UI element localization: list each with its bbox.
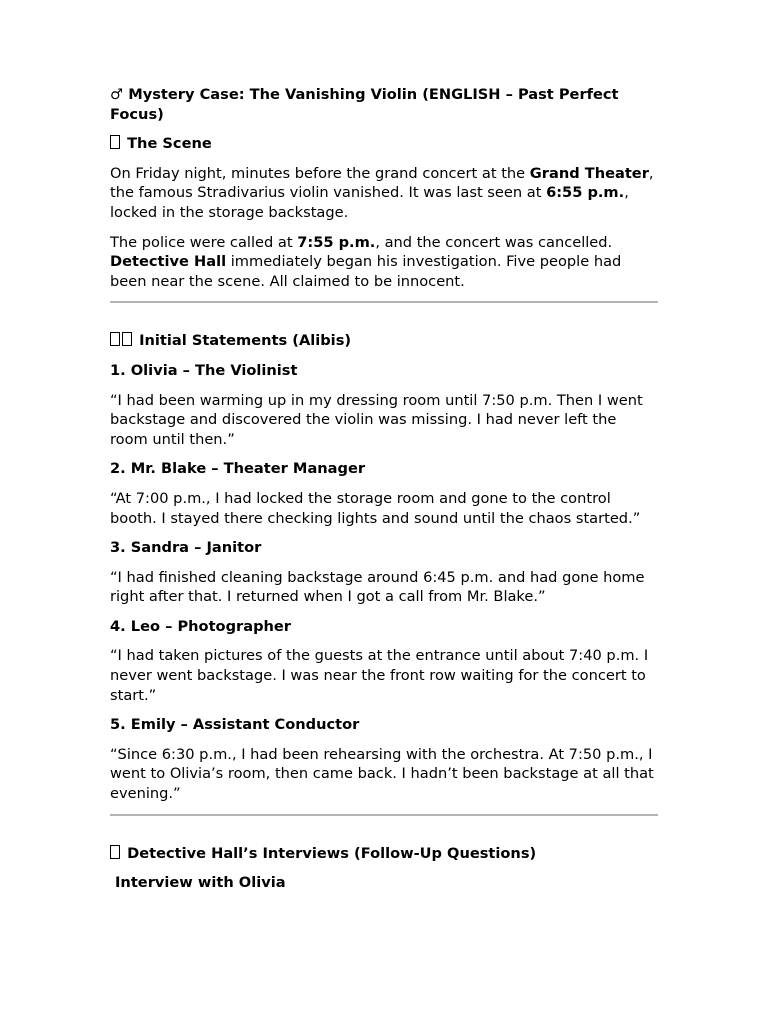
alibi-quote: “Since 6:30 p.m., I had been rehearsing with the orchestra. At 7:50 p.m., I went to Olivia’s room, then came back. I hadn’t been backstage at all that evening.” [110,745,654,803]
alibi-quote: “I had been warming up in my dressing room until 7:50 p.m. Then I went backstage and discovered the violin was missing. I had never left the room until then.” [110,391,643,448]
alibi-quote: “At 7:00 p.m., I had locked the storage room and gone to the control booth. I stayed there checking lights and sound until the chaos started.” [110,489,641,527]
alibi-quote: “I had taken pictures of the guests at the entrance until about 7:40 p.m. I never went backstage. I was near the front row waiting for the concert to start.” [110,647,649,704]
alibis-heading [110,331,658,351]
alibi-name: 2. Mr. Blake – Theater Manager [110,460,366,478]
document-content [110,85,658,903]
alibi-name: 1. Olivia – The Violinist [110,361,298,379]
divider-spacer [110,816,658,844]
scene-p2-text-e: immediately began his investigation. Five people had been near the scene. All claimed to be innocent. [110,253,622,290]
alibi-name: 5. Emily – Assistant Conductor [110,716,360,734]
scene-p1-text-c: , the famous Stradivarius violin vanished. It was last seen at [110,164,654,202]
interviews-heading [110,844,658,864]
scene-p1-bold-theater: Grand Theater [529,164,649,182]
scene-heading [110,134,658,154]
scene-p1-text-a: On Friday night, minutes before the grand concert at the [110,164,530,182]
scene-p2-bold-time: 7:55 p.m. [297,233,376,251]
document-title [110,85,658,124]
document-title-text: Mystery Case: The Vanishing Violin (ENGLISH – Past Perfect Focus) [110,86,619,123]
scene-p2-text-c: , and the concert was cancelled. [375,233,613,251]
interview-subheading: Interview with Olivia [115,874,286,892]
interviews-heading-text: Detective Hall’s Interviews (Follow-Up Questions) [127,844,537,862]
placeholder-glyph-icon [122,332,132,346]
placeholder-glyph-icon [110,332,120,346]
scene-paragraph-1 [110,164,658,223]
alibis-heading-text: Initial Statements (Alibis) [139,332,352,350]
male-sign-icon: ♂ [110,86,124,103]
scene-p2-bold-detective: Detective Hall [110,253,227,271]
divider-spacer [110,303,658,331]
alibi-quote: “I had finished cleaning backstage around 6:45 p.m. and had gone home right after that. I returned when I got a call from Mr. Blake.” [110,568,645,606]
placeholder-glyph-icon [110,845,120,859]
placeholder-glyph-icon [110,135,120,149]
scene-heading-text: The Scene [127,135,212,153]
scene-p1-text-e: , locked in the storage backstage. [110,184,629,221]
scene-p2-text-a: The police were called at [110,233,298,251]
scene-p1-bold-time: 6:55 p.m. [546,184,625,202]
alibi-name: 4. Leo – Photographer [110,617,291,635]
alibi-name: 3. Sandra – Janitor [110,539,262,557]
scene-paragraph-2 [110,233,658,292]
